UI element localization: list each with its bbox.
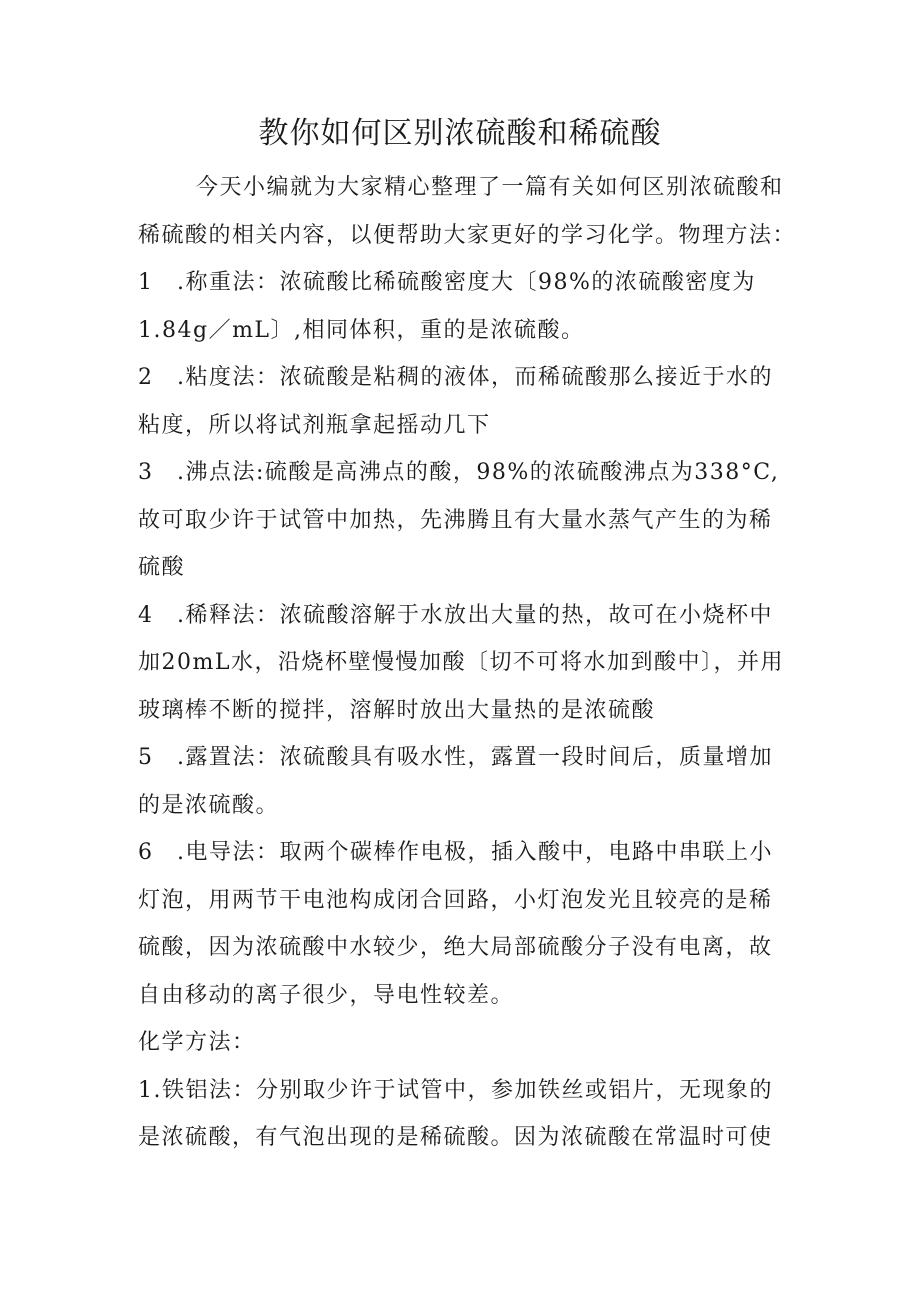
section-heading: 化学方法： bbox=[138, 1030, 256, 1055]
paragraph-line: 6 .电导法：取两个碳棒作电极，插入酸中，电路中串联上小 bbox=[138, 840, 773, 865]
paragraph-line: 1 .称重法：浓硫酸比稀硫酸密度大〔98%的浓硫酸密度为 bbox=[138, 270, 756, 295]
document-title: 教你如何区别浓硫酸和稀硫酸 bbox=[258, 116, 662, 151]
paragraph-line: 今天小编就为大家精心整理了一篇有关如何区别浓硫酸和 bbox=[196, 175, 784, 200]
paragraph-line: 1.铁铝法：分别取少许于试管中，参加铁丝或铝片，无现象的 bbox=[138, 1077, 773, 1103]
paragraph-line: 硫酸 bbox=[138, 555, 186, 580]
paragraph-line: 玻璃棒不断的搅拌，溶解时放出大量热的是浓硫酸 bbox=[138, 697, 656, 723]
paragraph-line: 是浓硫酸，有气泡出现的是稀硫酸。因为浓硫酸在常温时可使 bbox=[138, 1125, 773, 1150]
paragraph-line: 加20mL水，沿烧杯壁慢慢加酸〔切不可将水加到酸中〕，并用 bbox=[138, 650, 784, 675]
paragraph-line: 3 .沸点法:硫酸是高沸点的酸，98%的浓硫酸沸点为338°C, bbox=[138, 460, 780, 485]
paragraph-line: 故可取少许于试管中加热，先沸腾且有大量水蒸气产生的为稀 bbox=[138, 507, 773, 533]
paragraph-line: 灯泡，用两节干电池构成闭合回路，小灯泡发光且较亮的是稀 bbox=[138, 887, 773, 913]
paragraph-line: 的是浓硫酸。 bbox=[138, 792, 280, 818]
paragraph-line: 自由移动的离子很少，导电性较差。 bbox=[138, 982, 515, 1008]
paragraph-line: 硫酸，因为浓硫酸中水较少，绝大局部硫酸分子没有电离，故 bbox=[138, 935, 773, 960]
paragraph-line: 2 .粘度法：浓硫酸是粘稠的液体，而稀硫酸那么接近于水的 bbox=[138, 365, 773, 390]
paragraph-line: 粘度，所以将试剂瓶拿起摇动几下 bbox=[138, 412, 491, 438]
paragraph-line: 4 .稀释法：浓硫酸溶解于水放出大量的热，故可在小烧杯中 bbox=[138, 602, 773, 628]
paragraph-line: 稀硫酸的相关内容，以便帮助大家更好的学习化学。物理方法： bbox=[138, 222, 797, 248]
document-body bbox=[138, 164, 828, 1162]
paragraph-line: 1.84g／mL〕,相同体积，重的是浓硫酸。 bbox=[138, 317, 585, 343]
paragraph-line: 5 .露置法：浓硫酸具有吸水性，露置一段时间后，质量增加 bbox=[138, 745, 773, 770]
